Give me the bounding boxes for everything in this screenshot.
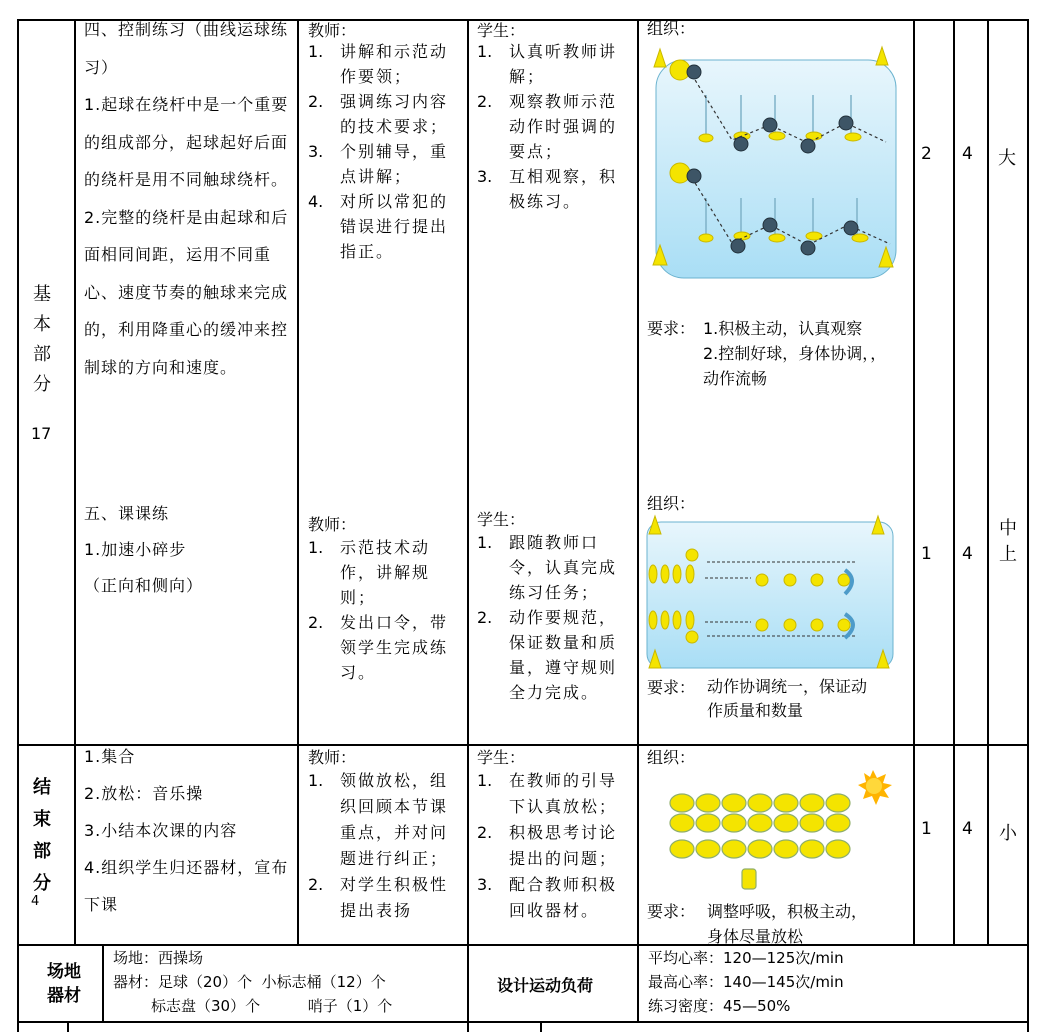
- col-divider: [637, 19, 639, 1022]
- teacher-marker: [742, 869, 756, 889]
- req-title: 要求：: [647, 319, 696, 338]
- dribbling-drill-diagram: [650, 45, 900, 285]
- list-item: 1. 认真听教师讲解；: [477, 42, 618, 86]
- ending-content: [84, 738, 294, 923]
- duration-value: 4: [962, 544, 973, 564]
- section-label-ending: [30, 772, 54, 900]
- col-divider: [74, 19, 76, 945]
- cooldown-formation-diagram: [660, 765, 900, 895]
- student-title: 学生：: [477, 748, 526, 767]
- student-list: [477, 39, 631, 214]
- requirement: 2.控制好球，身体协调，，: [703, 344, 887, 363]
- list-item: 3. 个别辅导，重点讲解；: [308, 142, 449, 186]
- requirement: 1.积极主动，认真观察: [703, 319, 863, 338]
- org-title: 组织：: [647, 19, 696, 38]
- requirement: 调整呼吸，积极主动，: [707, 902, 868, 921]
- part4-paragraph: 1.起球在绕杆中是一个重要的组成部分，起球起好后面的绕杆是用不同触球绕杆。: [84, 95, 289, 189]
- cone-icon: [876, 47, 888, 65]
- list-item: 3. 配合教师积极回收器材。: [477, 875, 618, 920]
- col-divider: [297, 19, 299, 945]
- org-title: 组织：: [647, 494, 696, 513]
- sun-icon: [858, 770, 892, 805]
- list-item: 1. 跟随教师口令，认真完成练习任务；: [477, 533, 618, 602]
- times-value: 1: [921, 544, 932, 564]
- venue-equipment: 器材：足球（20）个 小标志桶（12）个: [113, 973, 386, 991]
- req-title: 要求：: [647, 678, 696, 697]
- practice-density: 练习密度：45—50%: [648, 997, 791, 1015]
- teacher-list: [308, 39, 462, 264]
- section-minutes: 4: [31, 894, 40, 909]
- requirement: 动作协调统一，保证动: [707, 677, 868, 696]
- list-item: 1. 领做放松，组织回顾本节课重点，并对问题进行纠正；: [308, 771, 449, 868]
- col-divider: [67, 1021, 69, 1032]
- sprint-drill-diagram: [645, 512, 897, 672]
- list-item: 2. 积极思考讨论提出的问题；: [477, 823, 618, 868]
- requirements: [707, 899, 867, 949]
- student-title: 学生：: [477, 510, 526, 529]
- teacher-title: 教师：: [308, 21, 357, 40]
- teacher-title: 教师：: [308, 515, 357, 534]
- part5-content: [84, 496, 203, 604]
- requirements: [703, 316, 886, 391]
- list-item: 3. 互相观察，积极练习。: [477, 167, 618, 211]
- list-item: 2. 观察教师示范动作时强调的要点；: [477, 92, 618, 161]
- requirements: [707, 675, 867, 723]
- row-divider: [17, 1021, 1029, 1023]
- requirement: 身体尽量放松: [707, 927, 804, 946]
- part4-content: [84, 11, 294, 386]
- section-label-text: 结束部分: [33, 777, 51, 894]
- cone-icon: [654, 49, 666, 67]
- load-details: [648, 946, 844, 1018]
- part5-item: （正向和侧向）: [84, 576, 204, 595]
- col-divider: [1027, 19, 1029, 1032]
- intensity-value: 小: [999, 823, 1017, 844]
- venue-equipment: 标志盘（30）个 哨子（1）个: [151, 997, 393, 1015]
- org-title: 组织：: [647, 748, 696, 767]
- part5-title: 五、课课练: [84, 504, 170, 523]
- venue-details: [113, 946, 392, 1018]
- load-label: 设计运动负荷: [497, 976, 594, 995]
- field: [647, 522, 893, 668]
- part4-paragraph: 2.完整的绕杆是由起球和后面相同间距，运用不同重心、速度节奏的触球来完成的，利用降重心的缓冲来控制球的方向和速度。: [84, 207, 289, 377]
- part4-title: 四、控制练习（曲线运球练习）: [84, 20, 289, 77]
- col-divider: [540, 1021, 542, 1032]
- section-label-basic: [30, 280, 54, 400]
- intensity-value: 中上: [999, 518, 1017, 565]
- venue-site: 场地：西操场: [113, 949, 204, 967]
- list-item: 2. 对学生积极性提出表扬: [308, 875, 449, 920]
- col-divider: [467, 19, 469, 1032]
- ending-item: 4.组织学生归还器材，宣布下课: [84, 858, 289, 914]
- list-item: 4. 对所以常犯的错误进行提出指正。: [308, 192, 449, 261]
- ending-item: 3.小结本次课的内容: [84, 821, 238, 840]
- duration-value: 4: [962, 144, 973, 164]
- section-label-text: 基本部分: [33, 284, 51, 395]
- part5-item: 1.加速小碎步: [84, 540, 187, 559]
- col-divider: [953, 19, 955, 945]
- col-divider: [913, 19, 915, 945]
- max-heart-rate: 最高心率：140—145次/min: [648, 973, 844, 991]
- ending-item: 2.放松：音乐操: [84, 784, 204, 803]
- col-divider: [17, 19, 19, 1032]
- list-item: 2. 强调练习内容的技术要求；: [308, 92, 449, 136]
- teacher-list: [308, 535, 462, 685]
- average-heart-rate: 平均心率：120—125次/min: [648, 949, 844, 967]
- teacher-title: 教师：: [308, 748, 357, 767]
- intensity-value: 大: [998, 148, 1016, 169]
- teacher-list: [308, 768, 462, 924]
- venue-label: 场地器材: [47, 962, 81, 1006]
- list-item: 1. 讲解和示范动作要领；: [308, 42, 449, 86]
- student-title: 学生：: [477, 21, 526, 40]
- duration-value: 4: [962, 819, 973, 839]
- ending-item: 1.集合: [84, 747, 136, 766]
- list-item: 1. 示范技术动作，讲解规则；: [308, 538, 431, 607]
- list-item: 2. 发出口令，带领学生完成练习。: [308, 613, 449, 682]
- student-list: [477, 530, 631, 705]
- section-minutes: 17: [31, 424, 52, 443]
- col-divider: [987, 19, 989, 945]
- list-item: 2. 动作要规范，保证数量和质量，遵守规则全力完成。: [477, 608, 618, 702]
- requirement: 作质量和数量: [707, 701, 804, 720]
- list-item: 1. 在教师的引导下认真放松；: [477, 771, 618, 816]
- col-divider: [102, 944, 104, 1022]
- req-title: 要求：: [647, 902, 696, 921]
- times-value: 2: [921, 144, 932, 164]
- student-list: [477, 768, 631, 924]
- requirement: 动作流畅: [703, 369, 768, 388]
- times-value: 1: [921, 819, 932, 839]
